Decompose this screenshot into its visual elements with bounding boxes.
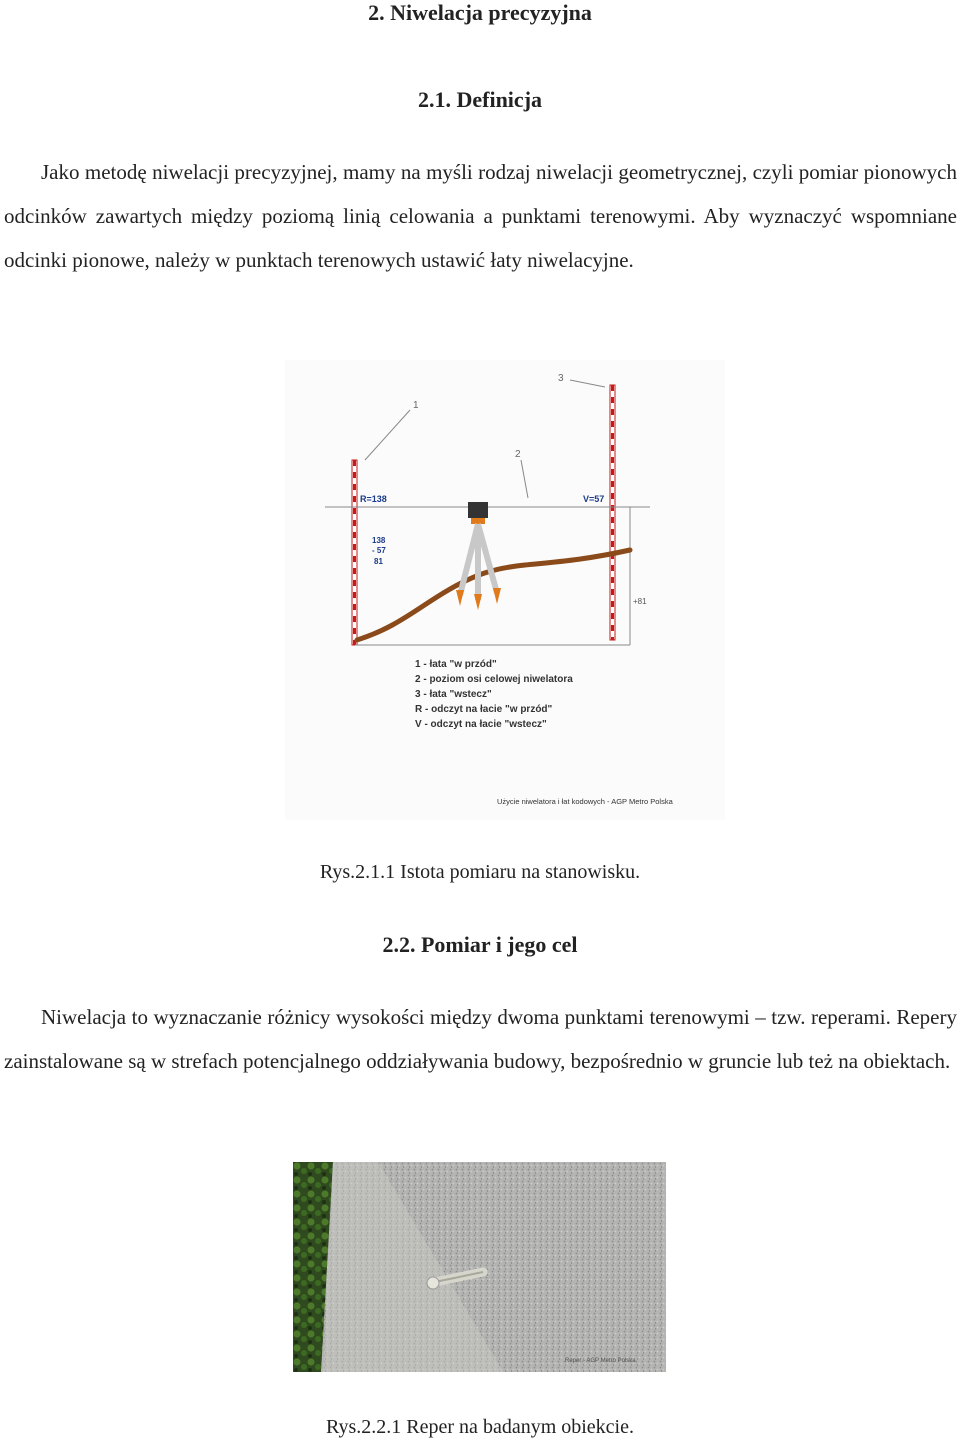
legend-item: 3 - łata "wstecz" xyxy=(415,689,492,700)
photo-watermark: Reper - AGP Metro Polska xyxy=(565,1358,636,1364)
label-3: 3 xyxy=(558,373,564,384)
legend-item: V - odczyt na łacie "wstecz" xyxy=(415,719,547,730)
goal-paragraph xyxy=(4,995,957,1083)
reading-v: V=57 xyxy=(583,494,605,504)
left-leveling-staff xyxy=(352,460,357,645)
figure1-caption: Rys.2.1.1 Istota pomiaru na stanowisku. xyxy=(319,861,641,883)
subsection-heading-definition: 2.1. Definicja xyxy=(417,87,543,112)
calc-b: - 57 xyxy=(372,546,386,555)
diagram-credit: Użycie niwelatora i łat kodowych - AGP Metro Polska xyxy=(497,797,673,806)
calc-a: 138 xyxy=(372,536,386,545)
reading-r: R=138 xyxy=(360,494,387,504)
calc-c: 81 xyxy=(374,557,383,566)
right-leveling-staff xyxy=(610,385,615,640)
definition-text: Jako metodę niwelacji precyzyjnej, mamy na myśli rodzaj niwelacji geometrycznej, czyli pomiar pionowych odcinków zawartych między poziomą linią celowania a punktami terenowymi. Aby wyznaczyć wspomniane odcinki pionowe, należy w punktach terenowych ustawić łaty niwelacyjne. xyxy=(4,160,957,272)
legend-item: R - odczyt na łacie "w przód" xyxy=(415,704,553,715)
label-1: 1 xyxy=(413,400,419,411)
section-heading-main: 2. Niwelacja precyzyjna xyxy=(368,0,592,25)
figure2-caption: Rys.2.2.1 Reper na badanym obiekcie. xyxy=(325,1416,634,1438)
subsection-heading-goal: 2.2. Pomiar i jego cel xyxy=(382,932,578,957)
goal-text: Niwelacja to wyznaczanie różnicy wysokości między dwoma punktami terenowymi – tzw. reperami. Repery zainstalowane są w strefach potencjalnego oddziaływania budowy, bezpośrednio w gruncie lub też na obiektach. xyxy=(4,1005,957,1073)
legend-item: 1 - łata "w przód" xyxy=(415,659,497,670)
legend-item: 2 - poziom osi celowej niwelatora xyxy=(415,674,573,685)
definition-paragraph xyxy=(4,150,957,282)
height-difference-label: +81 xyxy=(633,597,647,606)
label-2: 2 xyxy=(515,449,521,460)
benchmark-photo xyxy=(293,1162,666,1372)
leveling-diagram xyxy=(285,360,725,820)
